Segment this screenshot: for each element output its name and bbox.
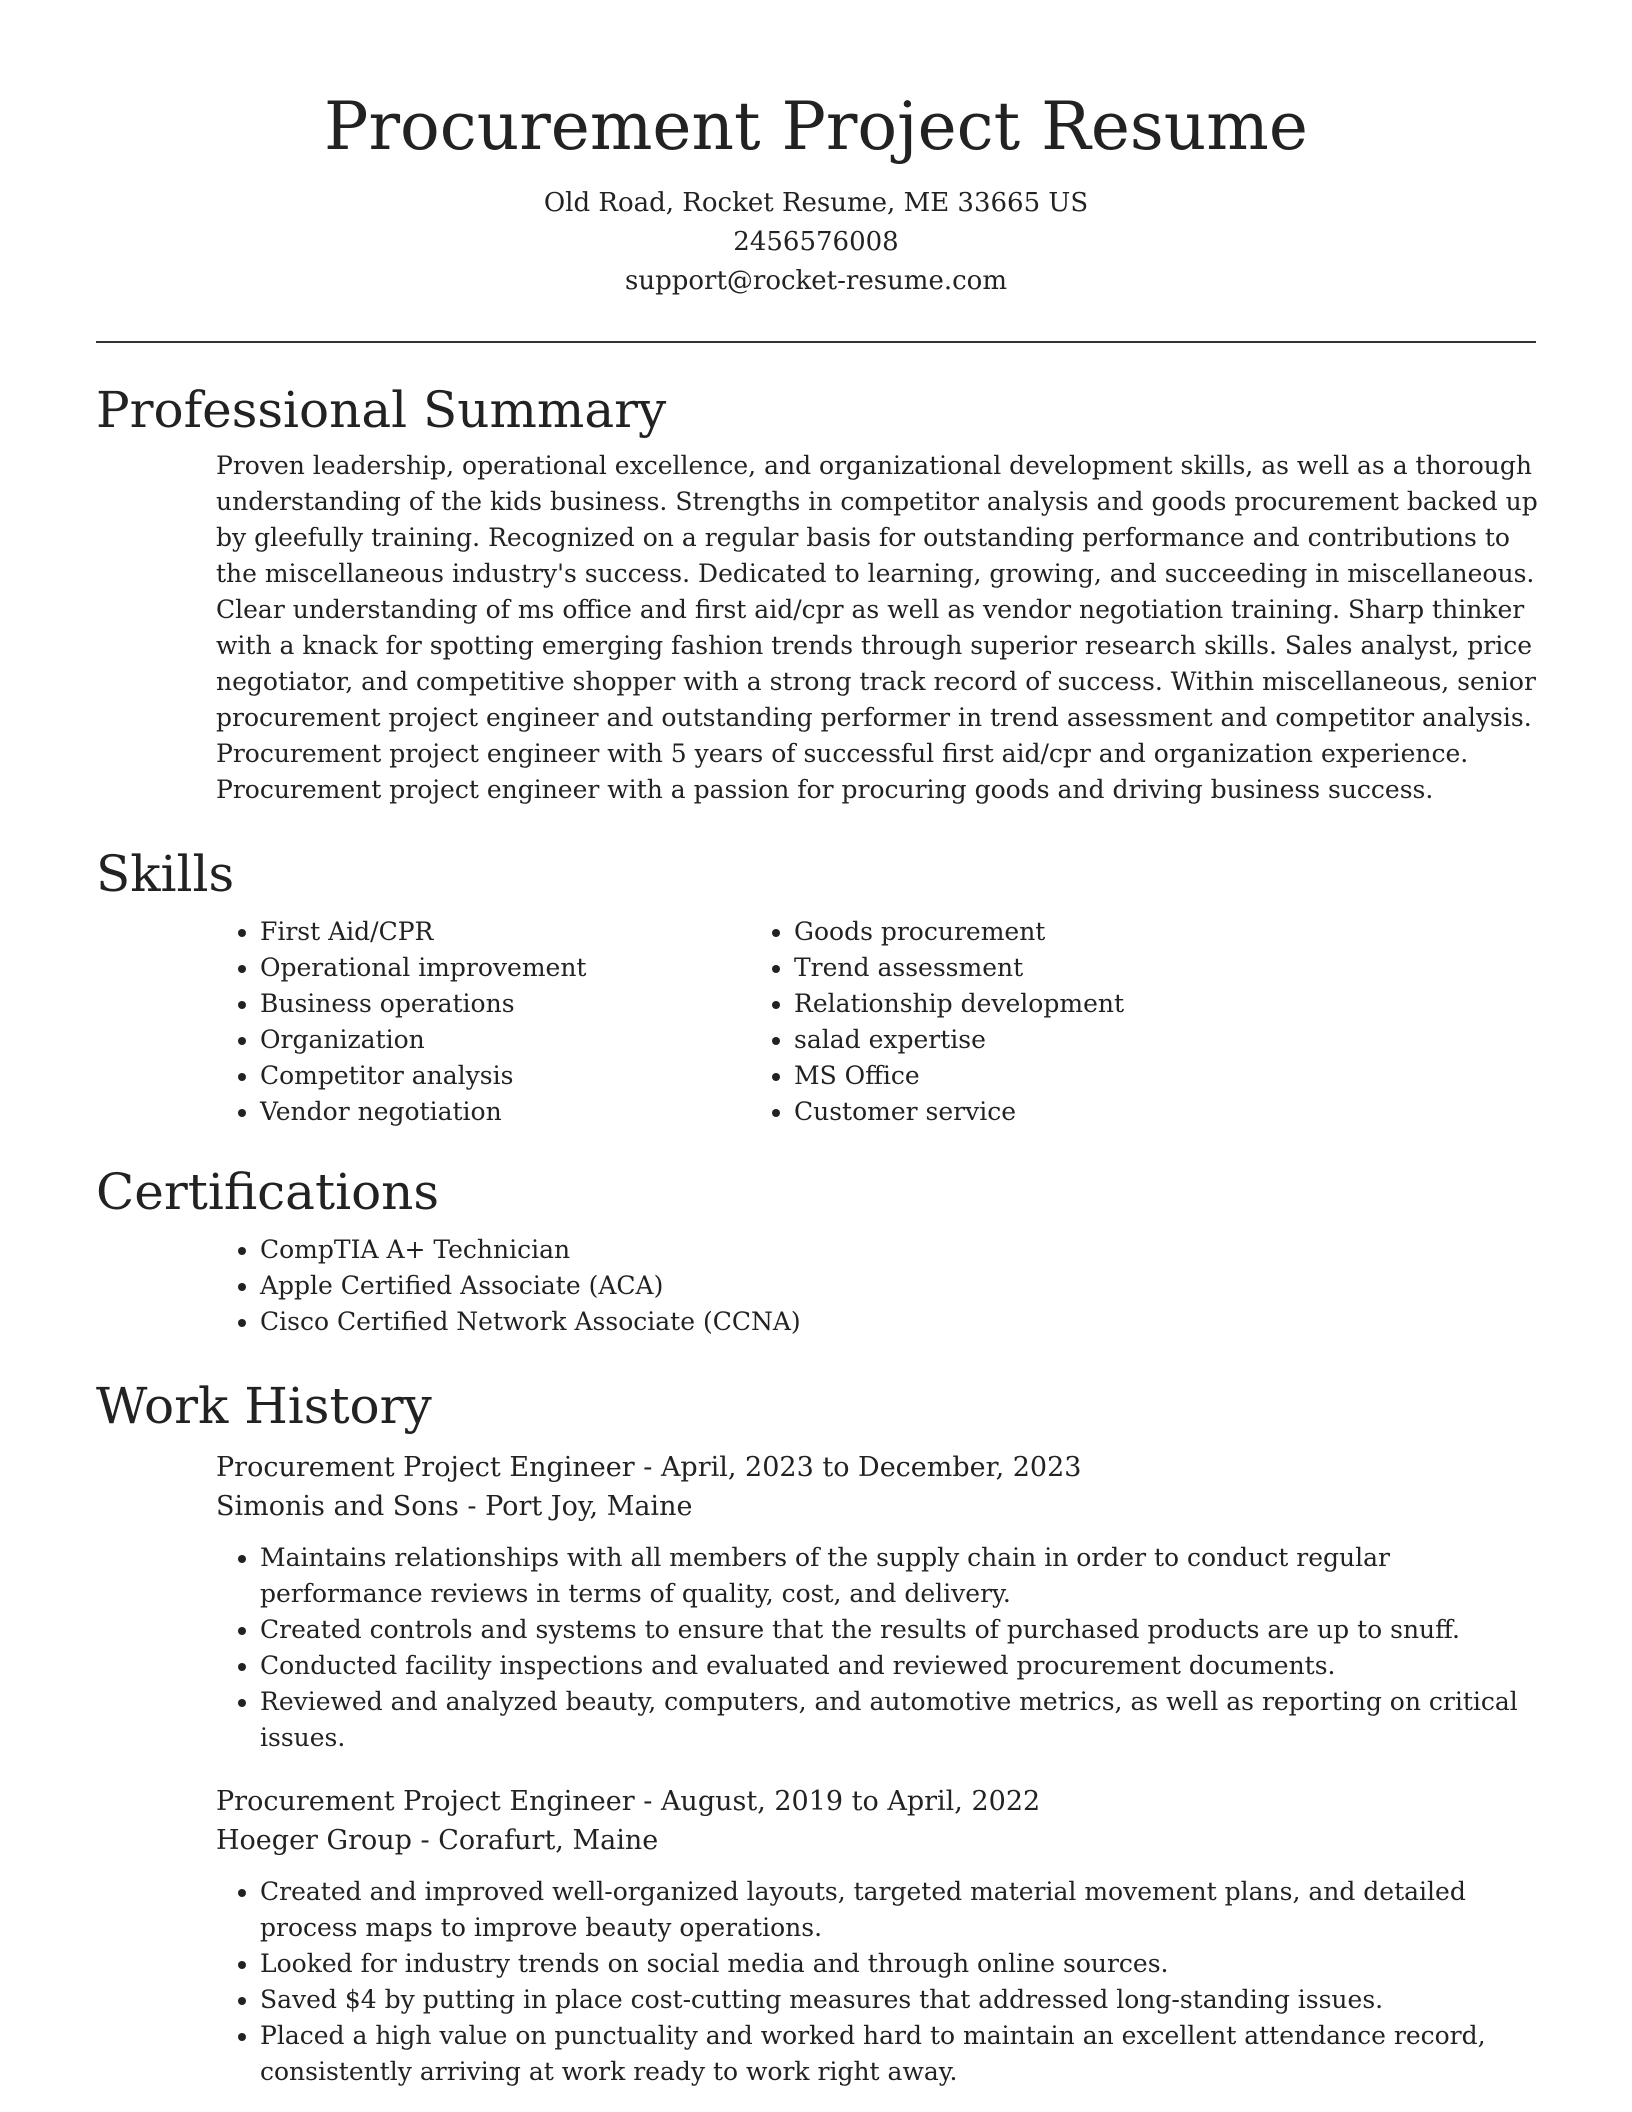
job-bullet: • Maintains relationships with all members of the supply chain in order to conduct regular performance reviews in terms of quality, cost, and delivery. xyxy=(260,1540,1536,1612)
certification-item: • Cisco Certified Network Associate (CCNA) xyxy=(260,1304,1536,1340)
skill-item: • salad expertise xyxy=(794,1022,1396,1058)
certification-item: • Apple Certified Associate (ACA) xyxy=(260,1268,1536,1304)
skill-item: • Competitor analysis xyxy=(260,1058,746,1094)
job-bullet: • Created controls and systems to ensure that the results of purchased products are up to snuff. xyxy=(260,1612,1536,1648)
contact-email: support@rocket-resume.com xyxy=(624,266,1007,296)
work-history-section xyxy=(96,1374,1536,2090)
job-entry xyxy=(216,1448,1536,1756)
contact-phone: 2456576008 xyxy=(733,227,899,257)
job-bullet: • Reviewed and analyzed beauty, computers, and automotive metrics, as well as reporting on critical issues. xyxy=(260,1684,1536,1756)
job-title-line: Procurement Project Engineer - April, 2023 to December, 2023 xyxy=(216,1452,1082,1483)
summary-section xyxy=(96,378,1536,808)
resume-title: Procurement Project Resume xyxy=(324,88,1308,165)
skill-item: • MS Office xyxy=(794,1058,1396,1094)
job-dates: August, 2019 to April, 2022 xyxy=(660,1786,1041,1817)
certifications-section xyxy=(96,1160,1536,1340)
contact-block xyxy=(0,184,1632,301)
summary-heading: Professional Summary xyxy=(96,381,667,439)
work-history-heading: Work History xyxy=(96,1377,432,1435)
certifications-heading: Certifications xyxy=(96,1163,440,1221)
job-entry xyxy=(216,1782,1536,2090)
job-bullet: • Saved $4 by putting in place cost-cutting measures that addressed long-standing issues. xyxy=(260,1982,1536,2018)
job-bullet: • Placed a high value on punctuality and worked hard to maintain an excellent attendance record, consistently arriving at work ready to work right away. xyxy=(260,2018,1536,2090)
job-company-line: Simonis and Sons - Port Joy, Maine xyxy=(216,1491,693,1522)
resume-header xyxy=(0,0,1632,301)
job-role: Procurement Project Engineer xyxy=(216,1786,635,1817)
summary-text: Proven leadership, operational excellence, and organizational development skills, as well as a thorough understanding of the kids business. Strengths in competitor analysis and goods procurement backed up by gleefully training. Recognized on a regular basis for outstanding performance and contributions to the miscellaneous industry's success. Dedicated to learning, growing, and succeeding in miscellaneous. Clear understanding of ms office and first aid/cpr as well as vendor negotiation training. Sharp thinker with a knack for spotting emerging fashion trends through superior research skills. Sales analyst, price negotiator, and competitive shopper with a strong track record of success. Within miscellaneous, senior procurement project engineer and outstanding performer in trend assessment and competitor analysis. Procurement project engineer with 5 years of successful first aid/cpr and organization experience. Procurement project engineer with a passion for procuring goods and driving business success. xyxy=(216,451,1538,804)
job-dates: April, 2023 to December, 2023 xyxy=(660,1452,1082,1483)
contact-address: Old Road, Rocket Resume, ME 33665 US xyxy=(543,188,1089,218)
job-title-line: Procurement Project Engineer - August, 2019 to April, 2022 xyxy=(216,1786,1041,1817)
job-location: Port Joy, Maine xyxy=(485,1491,693,1522)
skill-item: • Customer service xyxy=(794,1094,1396,1130)
skill-item: • Organization xyxy=(260,1022,746,1058)
skill-item: • Trend assessment xyxy=(794,950,1396,986)
job-bullet: • Looked for industry trends on social media and through online sources. xyxy=(260,1946,1536,1982)
job-company: Simonis and Sons xyxy=(216,1491,459,1522)
skills-section xyxy=(96,842,1536,1130)
header-divider xyxy=(96,341,1536,343)
skill-item: • First Aid/CPR xyxy=(260,914,746,950)
skill-item: • Relationship development xyxy=(794,986,1396,1022)
skill-item: • Operational improvement xyxy=(260,950,746,986)
skill-item: • Business operations xyxy=(260,986,746,1022)
skills-heading: Skills xyxy=(96,845,235,903)
skill-item: • Goods procurement xyxy=(794,914,1396,950)
skill-item: • Vendor negotiation xyxy=(260,1094,746,1130)
skills-columns xyxy=(96,914,1536,1130)
job-company: Hoeger Group xyxy=(216,1825,412,1856)
job-bullet: • Conducted facility inspections and evaluated and reviewed procurement documents. xyxy=(260,1648,1536,1684)
job-role: Procurement Project Engineer xyxy=(216,1452,635,1483)
certification-item: • CompTIA A+ Technician xyxy=(260,1232,1536,1268)
job-bullet: • Created and improved well-organized layouts, targeted material movement plans, and detailed process maps to improve beauty operations. xyxy=(260,1874,1536,1946)
skills-column-left xyxy=(96,914,746,1130)
job-company-line: Hoeger Group - Corafurt, Maine xyxy=(216,1825,659,1856)
job-location: Corafurt, Maine xyxy=(438,1825,659,1856)
skills-column-right xyxy=(746,914,1396,1130)
